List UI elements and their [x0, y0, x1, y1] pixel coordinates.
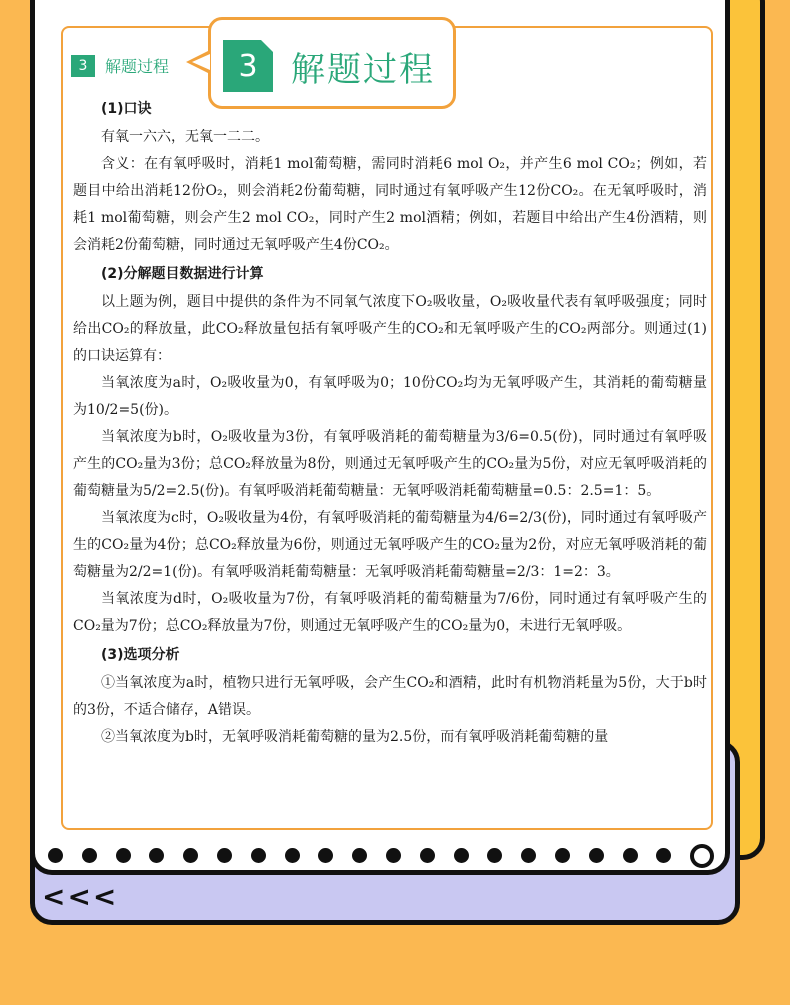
binding-dots	[48, 844, 728, 868]
callout-number: 3	[223, 40, 273, 92]
binding-dot	[318, 848, 333, 863]
paragraph: ②当氧浓度为b时，无氧呼吸消耗葡萄糖的量为2.5份，而有氧呼吸消耗葡萄糖的量	[101, 729, 609, 745]
binding-dot	[386, 848, 401, 863]
paragraph: 以上题为例，题目中提供的条件为不同氧气浓度下O₂吸收量，O₂吸收量代表有氧呼吸强度；同时给出CO₂的释放量，此CO₂释放量包括有氧呼吸产生的CO₂和无氧呼吸产生的CO₂两部分。则通过(1)的口诀运算有：	[73, 294, 707, 364]
binding-dot	[521, 848, 536, 863]
paragraph: 含义：在有氧呼吸时，消耗1 mol葡萄糖，需同时消耗6 mol O₂，并产生6 mol CO₂；例如，若题目中给出消耗12份O₂，则会消耗2份葡萄糖，同时通过有氧呼吸产生12份CO₂。在无氧呼吸时，消耗1 mol葡萄糖，则会产生2 mol CO₂，同时产生2 mol酒精；例如，若题目中给出产生4份酒精，则会消耗2份葡萄糖，同时通过无氧呼吸产生4份CO₂。	[73, 156, 707, 253]
binding-dot	[217, 848, 232, 863]
binding-dot	[285, 848, 300, 863]
subheading: (3)选项分析	[101, 647, 180, 663]
binding-dot	[656, 848, 671, 863]
callout-title: 解题过程	[291, 50, 435, 90]
binding-dot	[589, 848, 604, 863]
binding-dot	[352, 848, 367, 863]
binding-dot	[623, 848, 638, 863]
section-header	[71, 54, 169, 77]
article-body	[73, 94, 707, 751]
binding-dot	[555, 848, 570, 863]
content-frame	[61, 26, 713, 830]
binding-ring-icon	[690, 844, 714, 868]
callout-pointer-inner	[192, 54, 210, 70]
binding-dot	[487, 848, 502, 863]
binding-dot	[116, 848, 131, 863]
subheading: (1)口诀	[101, 101, 152, 117]
paragraph: 有氧一六六，无氧一二二。	[101, 129, 269, 145]
binding-dot	[48, 848, 63, 863]
section-title: 解题过程	[105, 57, 170, 76]
binding-dot	[82, 848, 97, 863]
binding-dot	[149, 848, 164, 863]
subheading: (2)分解题目数据进行计算	[101, 266, 264, 282]
paragraph: 当氧浓度为c时，O₂吸收量为4份，有氧呼吸消耗的葡萄糖量为4/6=2/3(份)，同时通过有氧呼吸产生的CO₂量为4份；总CO₂释放量为6份，则通过无氧呼吸产生的CO₂量为2份，对应无氧呼吸消耗的葡萄糖量为2/2=1(份)。有氧呼吸消耗葡萄糖量：无氧呼吸消耗葡萄糖量=2/3：1=2：3。	[73, 510, 707, 580]
section-callout	[208, 17, 456, 109]
binding-dot	[420, 848, 435, 863]
binding-dot	[183, 848, 198, 863]
paragraph: 当氧浓度为d时，O₂吸收量为7份，有氧呼吸消耗的葡萄糖量为7/6份，同时通过有氧呼吸产生的CO₂量为7份；总CO₂释放量为7份，则通过无氧呼吸产生的CO₂量为0，未进行无氧呼吸。	[73, 591, 707, 634]
paragraph: ①当氧浓度为a时，植物只进行无氧呼吸，会产生CO₂和酒精，此时有机物消耗量为5份，大于b时的3份，不适合储存，A错误。	[73, 675, 707, 718]
binding-dot	[251, 848, 266, 863]
paragraph: 当氧浓度为b时，O₂吸收量为3份，有氧呼吸消耗的葡萄糖量为3/6=0.5(份)，同时通过有氧呼吸产生的CO₂量为3份；总CO₂释放量为8份，则通过无氧呼吸产生的CO₂量为5份，对应无氧呼吸消耗的葡萄糖量为5/2=2.5(份)。有氧呼吸消耗葡萄糖量：无氧呼吸消耗葡萄糖量=0.5：2.5=1：5。	[73, 429, 707, 499]
binding-dot	[454, 848, 469, 863]
section-number: 3	[71, 55, 95, 77]
paragraph: 当氧浓度为a时，O₂吸收量为0，有氧呼吸为0；10份CO₂均为无氧呼吸产生，其消耗的葡萄糖量为10/2=5(份)。	[73, 375, 707, 418]
back-arrows-icon[interactable]: <<<	[42, 880, 119, 913]
